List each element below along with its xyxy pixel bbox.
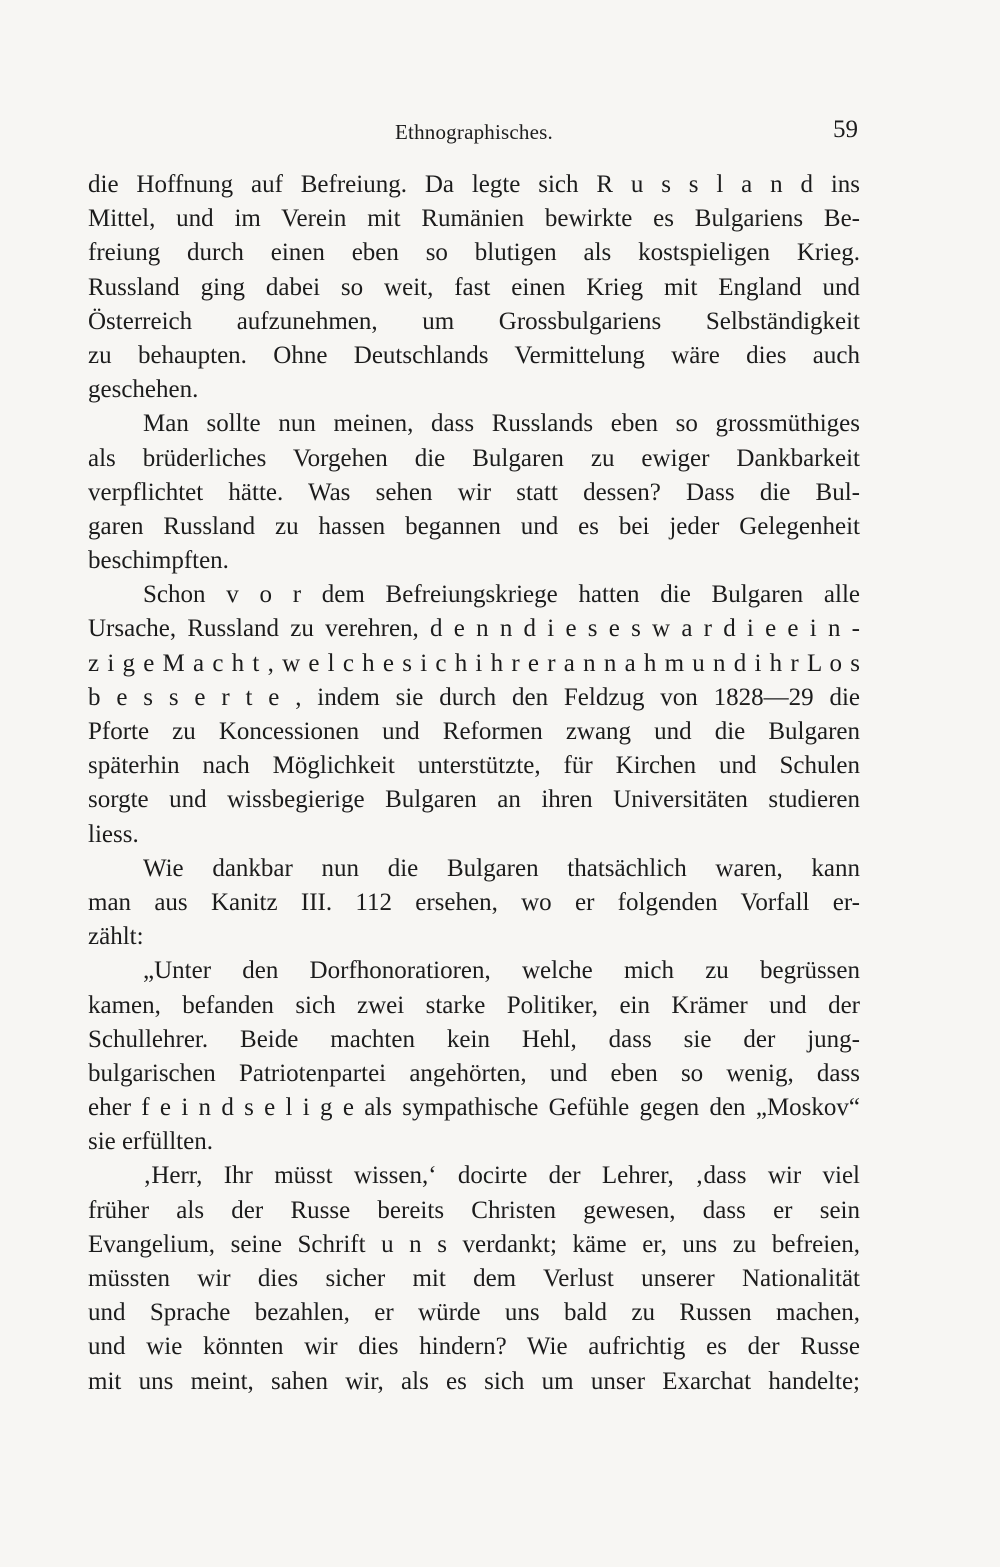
text-line: man aus Kanitz III. 112 ersehen, wo er folgenden Vorfall er-	[88, 888, 860, 916]
text-line: Österreich aufzunehmen, um Grossbulgariens Selbständigkeit	[88, 307, 860, 335]
text-line: Schullehrer. Beide machten kein Hehl, dass sie der jung-	[88, 1025, 860, 1053]
text-line: Pforte zu Koncessionen und Reformen zwang und die Bulgaren	[88, 718, 860, 745]
text-line: mit uns meint, sahen wir, als es sich um unser Exarchat handelte;	[88, 1367, 860, 1395]
page-number: 59	[833, 116, 858, 143]
text-line: Evangelium, seine Schrift u n s verdankt; käme er, uns zu befreien,	[88, 1230, 860, 1258]
text-line: späterhin nach Möglichkeit unterstützte, für Kirchen und Schulen	[88, 752, 860, 780]
text-line: zu behaupten. Ohne Deutschlands Vermittelung wäre dies auch	[88, 341, 860, 369]
text-line: Man sollte nun meinen, dass Russlands eben so grossmüthiges	[143, 410, 860, 438]
text-line: liess.	[88, 820, 139, 848]
text-line: freiung durch einen eben so blutigen als kostspieligen Krieg.	[88, 239, 860, 267]
text-line: Schon v o r dem Befreiungskriege hatten die Bulgaren alle	[143, 581, 860, 609]
running-title: Ethnographisches.	[395, 120, 553, 144]
text-line: „Unter den Dorfhonoratioren, welche mich zu begrüssen	[143, 957, 860, 985]
text-line: eher f e i n d s e l i g e als sympathische Gefühle gegen den „Moskov“	[88, 1094, 860, 1122]
text-line: bulgarischen Patriotenpartei angehörten, und eben so wenig, dass	[88, 1059, 860, 1087]
text-line: garen Russland zu hassen begannen und es bei jeder Gelegenheit	[88, 512, 860, 540]
text-line: Russland ging dabei so weit, fast einen Krieg mit England und	[88, 273, 860, 301]
text-line: geschehen.	[88, 376, 199, 404]
text-line: sorgte und wissbegierige Bulgaren an ihren Universitäten studieren	[88, 786, 860, 814]
text-line: sie erfüllten.	[88, 1128, 213, 1156]
text-line: Wie dankbar nun die Bulgaren thatsächlich waren, kann	[143, 854, 860, 882]
text-line: und wie könnten wir dies hindern? Wie aufrichtig es der Russe	[88, 1333, 860, 1361]
text-line: zählt:	[88, 923, 144, 951]
text-line: die Hoffnung auf Befreiung. Da legte sich R u s s l a n d ins	[88, 171, 860, 198]
text-line: Ursache, Russland zu verehren, d e n n d i e s e s w a r d i e e i n -	[88, 615, 860, 643]
text-line: z i g e M a c h t , w e l c h e s i c h i h r e r a n n a h m u n d i h r L o s	[88, 649, 860, 677]
text-line: beschimpften.	[88, 547, 229, 575]
running-head	[88, 116, 860, 150]
text-line: b e s s e r t e , indem sie durch den Feldzug von 1828—29 die	[88, 683, 860, 711]
text-line: als brüderliches Vorgehen die Bulgaren zu ewiger Dankbarkeit	[88, 444, 860, 472]
text-line: ‚Herr, Ihr müsst wissen,‘ docirte der Lehrer, ‚dass wir viel	[143, 1162, 860, 1190]
text-line: kamen, befanden sich zwei starke Politiker, ein Krämer und der	[88, 991, 860, 1019]
text-line: Mittel, und im Verein mit Rumänien bewirkte es Bulgariens Be-	[88, 205, 860, 233]
text-line: verpflichtet hätte. Was sehen wir statt dessen? Dass die Bul-	[88, 478, 860, 506]
text-line: und Sprache bezahlen, er würde uns bald zu Russen machen,	[88, 1299, 860, 1327]
text-line: müssten wir dies sicher mit dem Verlust unserer Nationalität	[88, 1265, 860, 1292]
text-line: früher als der Russe bereits Christen gewesen, dass er sein	[88, 1196, 860, 1224]
body-text	[88, 168, 860, 1399]
